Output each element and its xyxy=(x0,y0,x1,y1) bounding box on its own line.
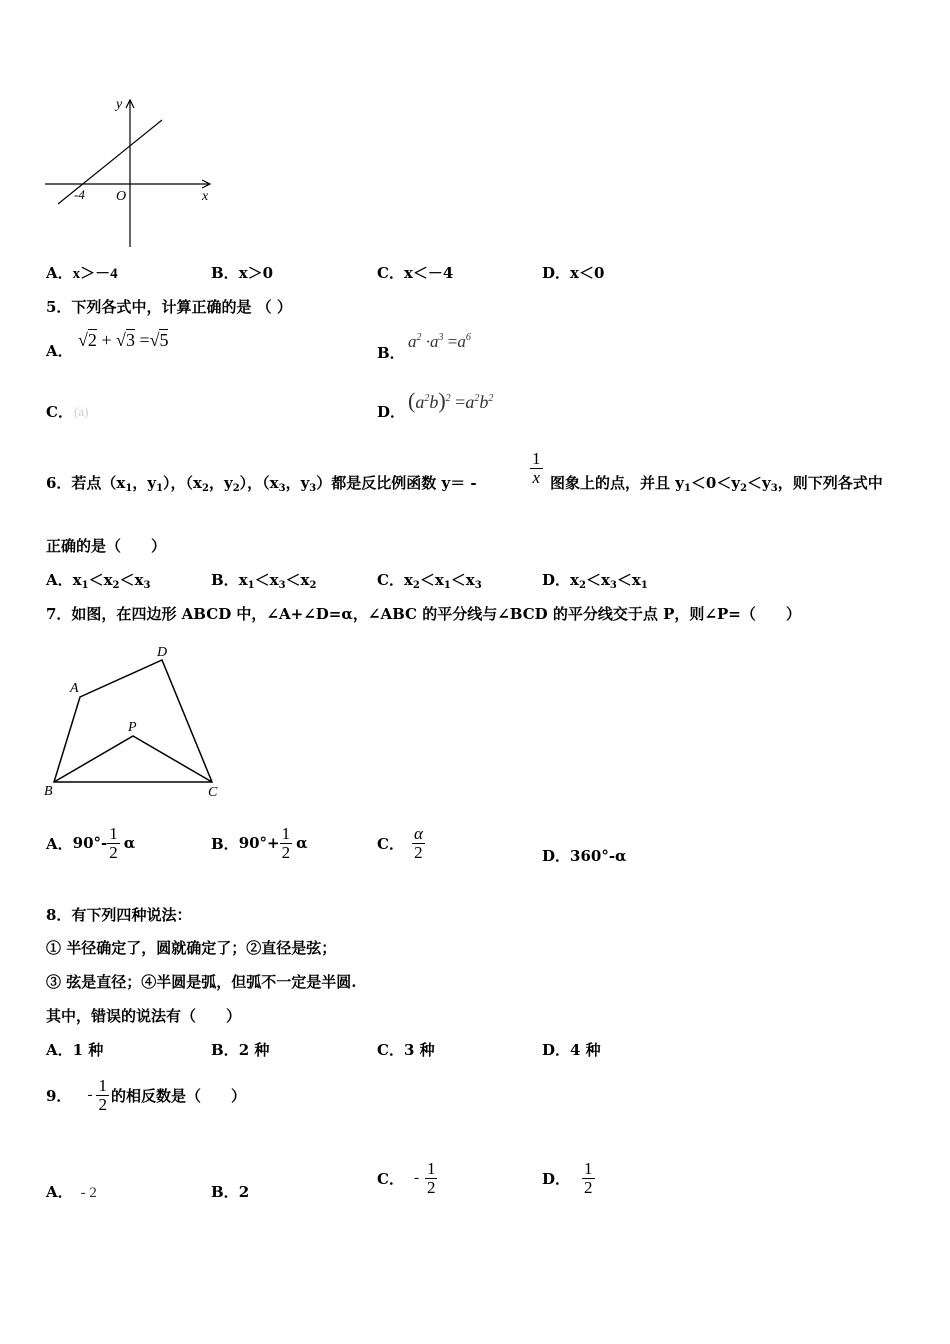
y-axis-label: y xyxy=(116,97,123,112)
sqrt-symbol: √ xyxy=(78,330,88,350)
vertex-label-p: P xyxy=(128,720,137,735)
q7-option-c[interactable]: C． $\frac{\alpha}{2}$ xyxy=(377,823,423,862)
q6-option-d[interactable]: D．$x_2<x_3<x_1$ xyxy=(542,571,648,591)
q6-stem: 6．若点（$x_1$，$y_1$），（$x_2$，$y_2$），（$x_3$，$y_3$）都是反比例函数 y＝ - xyxy=(46,474,477,494)
fraction: $\frac{1}{2}$ xyxy=(281,823,291,862)
q5-option-c[interactable]: C． xyxy=(46,403,73,421)
q9-option-a[interactable]: A． - 2 xyxy=(46,1183,97,1201)
q6-stem-continued: 图象上的点，并且 $y_1<0<y_2<y_3$，则下列各式中 xyxy=(550,474,883,494)
q8-question: 其中，错误的说法有（ ） xyxy=(46,1007,242,1025)
q8-option-d[interactable]: D．4 种 xyxy=(542,1041,601,1059)
q6-option-a[interactable]: A．$x_1<x_2<x_3$ xyxy=(46,571,151,591)
x-axis-label: x xyxy=(202,189,209,204)
q9-option-d[interactable]: D． $\frac{1}{2}$ xyxy=(542,1158,593,1197)
q6-stem-line2: 正确的是（ ） xyxy=(46,537,167,555)
quadrilateral-figure xyxy=(40,640,240,805)
q7-stem: 7．如图，在四边形 ABCD 中，∠A+∠D=α，∠ABC 的平分线与∠BCD 的平分线交于点 P，则∠P=（ ） xyxy=(46,605,801,623)
q7-option-d[interactable]: D．360°-α xyxy=(542,847,627,865)
linear-function-graph xyxy=(40,92,220,252)
fraction: $\frac{1}{2}$ xyxy=(109,823,118,862)
q8-option-c[interactable]: C．3 种 xyxy=(377,1041,435,1059)
q8-stem: 8．有下列四种说法： xyxy=(46,906,192,924)
q8-option-a[interactable]: A．1 种 xyxy=(46,1041,104,1059)
q8-option-b[interactable]: B．2 种 xyxy=(211,1041,270,1059)
vertex-label-b: B xyxy=(44,784,53,799)
q5-option-c-faded-image: (a) xyxy=(74,404,89,419)
q4-option-a[interactable]: A．x＞－4 xyxy=(46,264,118,282)
q9-option-b[interactable]: B．2 xyxy=(211,1183,250,1201)
x-intercept-label: -4 xyxy=(74,187,85,202)
q4-option-d[interactable]: D．x＜0 xyxy=(542,264,605,282)
q5-option-d[interactable]: D． xyxy=(377,403,406,421)
bisectors-bp-cp xyxy=(54,736,212,782)
vertex-label-c: C xyxy=(208,785,218,800)
sqrt-symbol: √ xyxy=(116,330,126,350)
q9-stem: 9． - $\frac{1}{2}$ 的相反数是（ ） xyxy=(46,1075,246,1114)
q7-option-a[interactable]: A． 90°- $\frac{1}{2}$ α xyxy=(46,823,136,862)
q5-option-a[interactable]: A． xyxy=(46,342,73,360)
q5-stem: 5．下列各式中，计算正确的是 （ ） xyxy=(46,298,292,316)
q8-statement-line1: ① 半径确定了，圆就确定了；②直径是弦； xyxy=(46,939,337,957)
q5-option-d-formula: $(a^2b)^2 =a^2b^2$ xyxy=(408,388,494,413)
q4-option-b[interactable]: B．x＞0 xyxy=(211,264,274,282)
q9-option-c[interactable]: C． - $\frac{1}{2}$ xyxy=(377,1158,436,1197)
q5-option-b[interactable]: B． xyxy=(377,344,405,362)
q5-option-a-formula: √2 + √3 =√5 xyxy=(78,330,169,350)
fraction: $\frac{1}{2}$ xyxy=(584,1158,593,1197)
fraction: $\frac{1}{2}$ xyxy=(98,1075,107,1114)
vertex-label-a: A xyxy=(70,681,79,696)
q7-option-b[interactable]: B． 90°+ $\frac{1}{2}$ α xyxy=(211,823,308,862)
q6-option-c[interactable]: C．$x_2<x_1<x_3$ xyxy=(377,571,482,591)
fraction: $\frac{1}{2}$ xyxy=(426,1158,436,1197)
origin-label: O xyxy=(116,189,127,204)
q6-option-b[interactable]: B．$x_1<x_3<x_2$ xyxy=(211,571,317,591)
q8-statement-line2: ③ 弦是直径；④半圆是弧，但弧不一定是半圆. xyxy=(46,973,357,991)
sqrt-symbol: √ xyxy=(149,330,160,350)
q6-fraction: $\frac{1}{x}$ xyxy=(532,449,541,487)
q4-option-c[interactable]: C．x＜－4 xyxy=(377,264,454,282)
vertex-label-d: D xyxy=(157,645,168,660)
q5-option-b-formula: $a^2 \cdot a^3 =a^6$ xyxy=(408,332,471,351)
fraction: $\frac{\alpha}{2}$ xyxy=(413,823,423,862)
